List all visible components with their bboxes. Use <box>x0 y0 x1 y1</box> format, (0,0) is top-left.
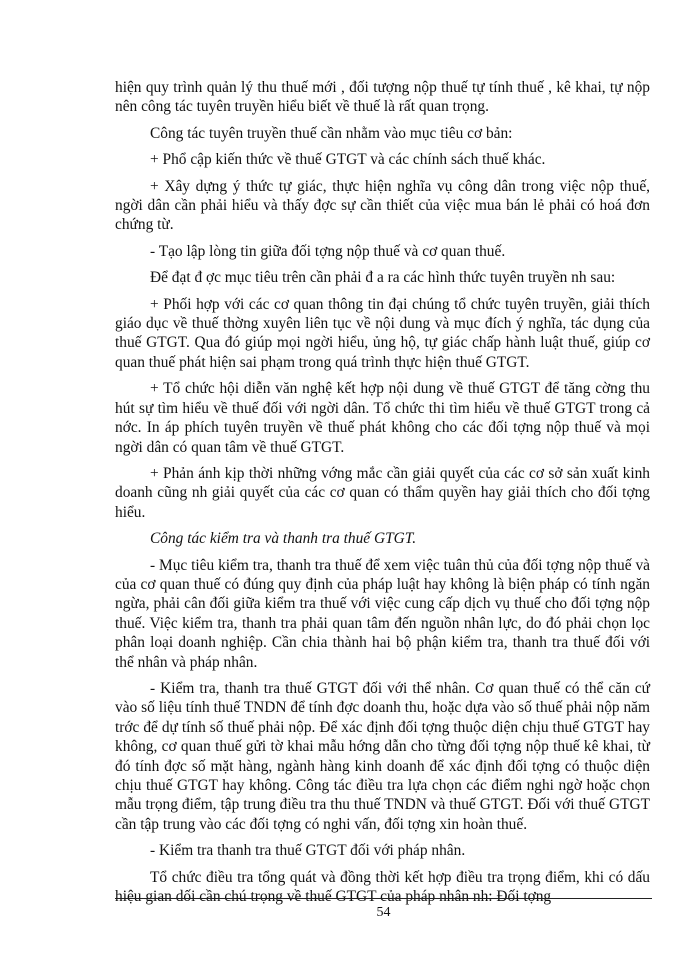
paragraph: Để đạt đ ợc mục tiêu trên cần phải đ a ra các hình thức tuyên truyền nh sau: <box>150 269 616 287</box>
paragraph: - Mục tiêu kiểm tra, thanh tra thuế để xem việc tuân thủ của đối tợng nộp thuế và của cơ quan thuế có đúng quy định của pháp luật hay không là biện pháp có tính ngăn ngừa, phải cân đối giữa kiểm tra thuế với việc cung cấp dịch vụ thuế cho đối tợng nộp thuế. Việc kiểm tra, thanh tra phải quan tâm đến nguồn nhân lực, do đó phải chọn lọc phân loại doanh nghiệp. Cần chia thành hai bộ phận kiểm tra, thanh tra thuế đối với thể nhân và pháp nhân. <box>115 556 650 671</box>
paragraph: - Kiểm tra thanh tra thuế GTGT đối với pháp nhân. <box>150 842 466 860</box>
paragraph: Công tác tuyên truyền thuế cần nhằm vào mục tiêu cơ bản: <box>150 124 513 142</box>
footer-rule <box>115 898 652 899</box>
paragraph: + Xây dựng ý thức tự giác, thực hiện nghĩa vụ công dân trong việc nộp thuế, ngời dân cần phải hiểu và thấy đợc sự cần thiết của việc mua bán lẻ phải có hoá đơn chứng từ. <box>115 177 650 234</box>
paragraph: hiện quy trình quản lý thu thuế mới , đối tượng nộp thuế tự tính thuế , kê khai, tự nộp nên công tác tuyên truyền hiểu biết về thuế là rất quan trọng. <box>115 79 650 116</box>
paragraph: Tổ chức điều tra tổng quát và đồng thời kết hợp điều tra trọng điểm, khi có dấu hiệu gian dối cần chú trọng về thuế GTGT của pháp nhân nh: Đối tợng <box>115 868 650 906</box>
paragraph: + Phổ cập kiến thức về thuế GTGT và các chính sách thuế khác. <box>150 151 546 169</box>
paragraph: + Phối hợp với các cơ quan thông tin đại chúng tổ chức tuyên truyền, giải thích giáo dục về thuế thờng xuyên liên tục về nội dung và mục đích ý nghĩa, tác dụng của thuế GTGT. Qua đó giúp mọi ngời hiểu, ủng hộ, tự giác chấp hành luật thuế, giúp cơ quan thuế phát hiện sai phạm trong quá trình thực hiện thuế GTGT. <box>115 295 650 371</box>
paragraph: - Tạo lập lòng tin giữa đối tợng nộp thuế và cơ quan thuế. <box>150 242 506 260</box>
paragraph: + Tổ chức hội diễn văn nghệ kết hợp nội dung về thuế GTGT để tăng cờng thu hút sự tìm hiểu về thuế đối với ngời dân. Tổ chức thi tìm hiểu về thuế GTGT trong cả nớc. In áp phích tuyên truyền về thuế phát không cho các đối tợng nộp thuế và mọi ngời dân có quan tâm về thuế GTGT. <box>115 380 650 456</box>
document-body <box>115 78 650 913</box>
page-number: 54 <box>376 905 391 920</box>
paragraph: - Kiểm tra, thanh tra thuế GTGT đối với thể nhân. Cơ quan thuế có thể căn cứ vào số liệu tính thuế TNDN để tính đợc doanh thu, hoặc dựa vào số thuế phải nộp năm trớc để dự tính số thuế phải nộp. Để xác định đối tợng thuộc diện chịu thuế GTGT hay không, cơ quan thuế gửi tờ khai mẫu hớng dẫn cho từng đối tợng nộp thuế kê khai, từ đó tính đợc số mặt hàng, ngành hàng kinh doanh để xác định đối tợng có thuộc diện chịu thuế GTGT hay không. Công tác điều tra lựa chọn các điểm nghi ngờ hoặc chọn mẫu trọng điểm, tập trung điều tra thu thuế TNDN và thuế GTGT. Đối với thuế GTGT cần tập trung vào các đối tợng có nghi vấn, đối tợng xin hoàn thuế. <box>115 679 650 833</box>
paragraph: Công tác kiểm tra và thanh tra thuế GTGT. <box>150 530 417 548</box>
paragraph: + Phản ánh kịp thời những vớng mắc cần giải quyết của các cơ sở sản xuất kinh doanh cũng nh giải quyết của các cơ quan có thẩm quyền hay giải thích cho đối tợng hiểu. <box>115 464 650 521</box>
